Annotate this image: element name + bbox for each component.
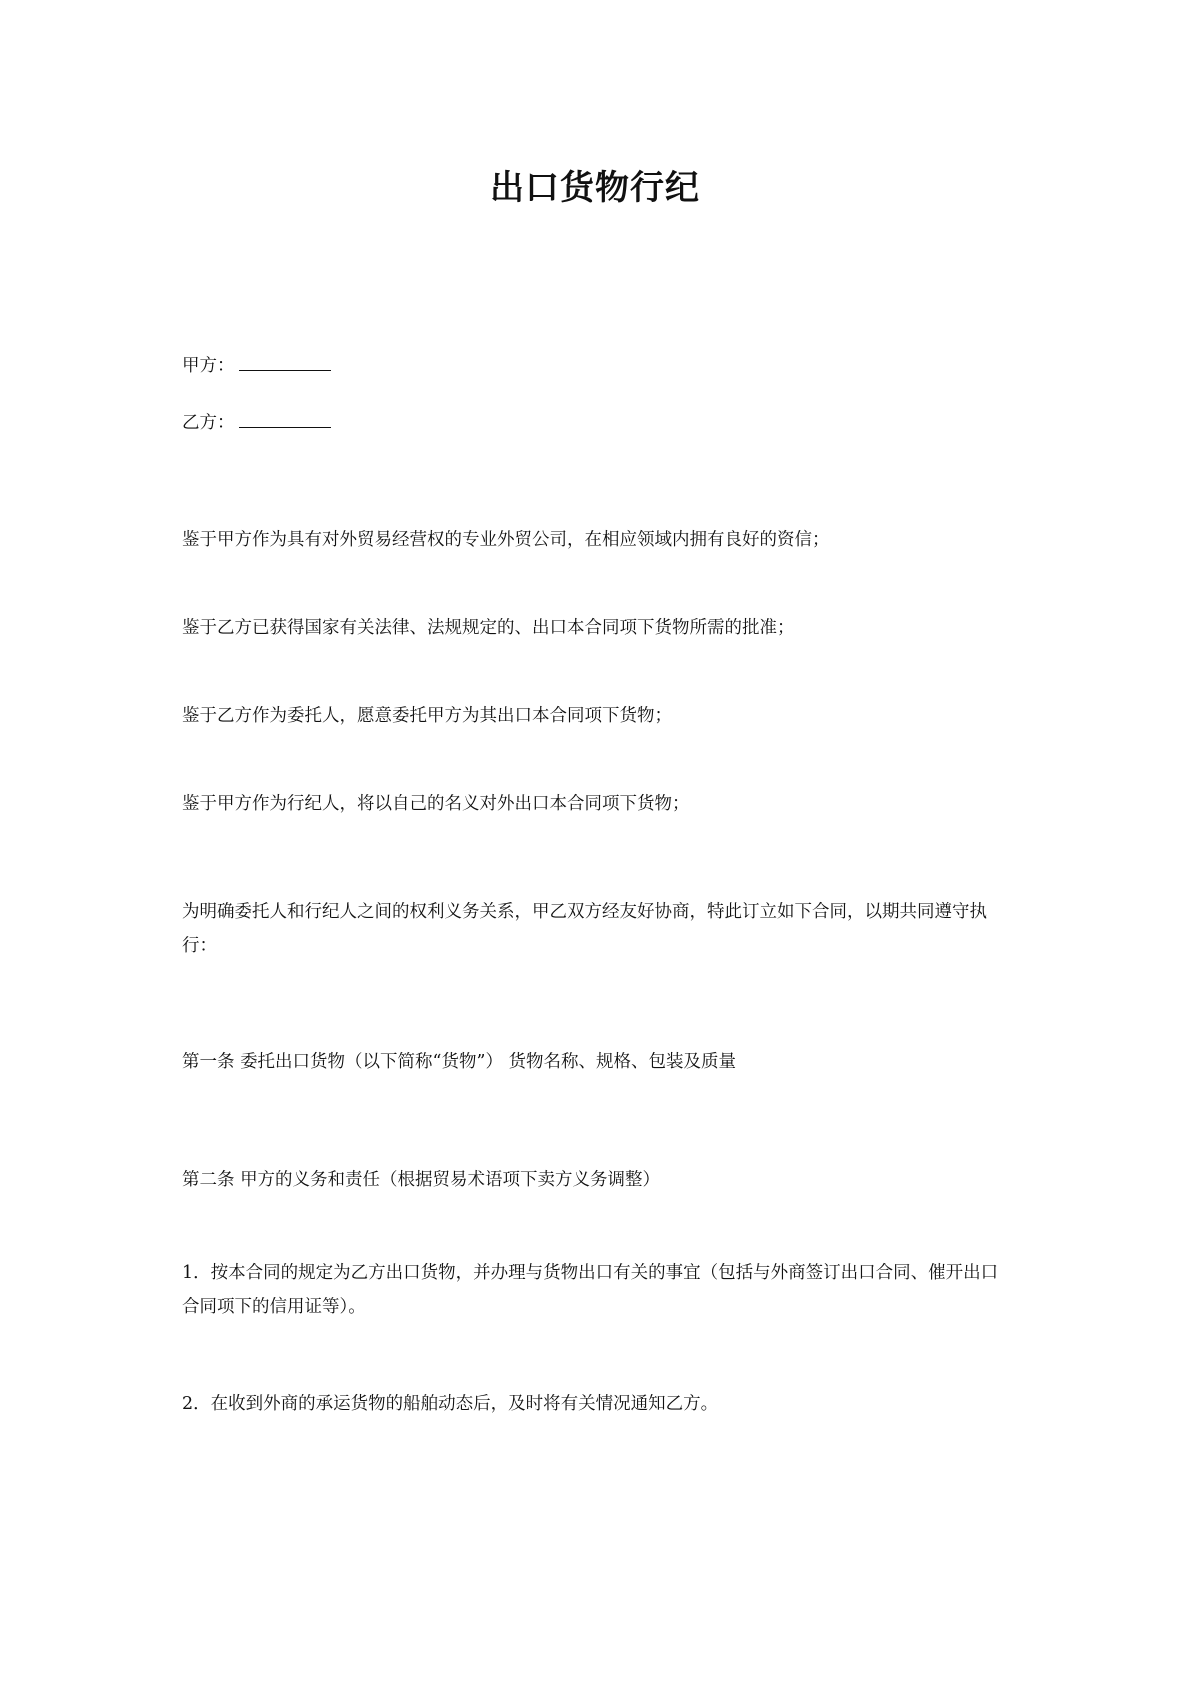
document-title: 出口货物行纪 (490, 168, 700, 208)
preamble: 为明确委托人和行纪人之间的权利义务关系，甲乙双方经友好协商，特此订立如下合同，以期共同遵守执行： (182, 902, 987, 956)
article-2-heading: 第二条 甲方的义务和责任（根据贸易术语项下卖方义务调整） (182, 1170, 661, 1190)
party-a-blank (239, 356, 331, 371)
clause-2: 2．在收到外商的承运货物的船舶动态后，及时将有关情况通知乙方。 (182, 1394, 719, 1414)
party-a-line (182, 351, 331, 381)
clause-1: 1．按本合同的规定为乙方出口货物，并办理与货物出口有关的事宜（包括与外商签订出口合同、催开出口合同项下的信用证等）。 (182, 1263, 999, 1317)
party-b-blank (239, 413, 331, 428)
recital-4: 鉴于甲方作为行纪人，将以自己的名义对外出口本合同项下货物； (182, 794, 690, 814)
party-a-label: 甲方： (182, 356, 235, 376)
recital-1: 鉴于甲方作为具有对外贸易经营权的专业外贸公司，在相应领域内拥有良好的资信； (182, 530, 830, 550)
party-b-line (182, 408, 331, 438)
party-b-label: 乙方： (182, 413, 235, 433)
recital-2: 鉴于乙方已获得国家有关法律、法规规定的、出口本合同项下货物所需的批准； (182, 618, 795, 638)
article-1-heading: 第一条 委托出口货物（以下简称“货物”） 货物名称、规格、包装及质量 (182, 1052, 737, 1072)
recital-3: 鉴于乙方作为委托人，愿意委托甲方为其出口本合同项下货物； (182, 706, 672, 726)
